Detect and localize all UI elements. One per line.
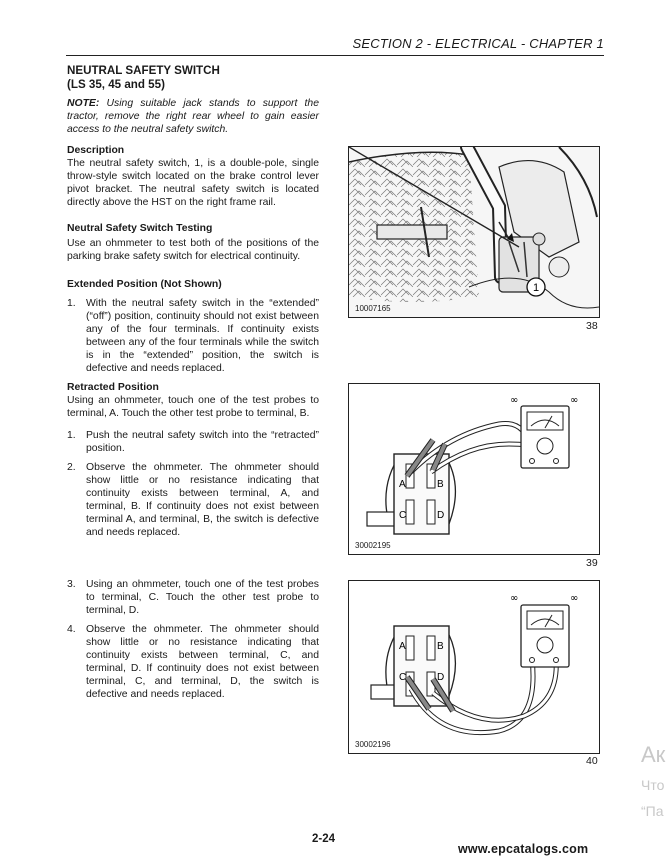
note-label: NOTE: <box>67 98 100 109</box>
figure-38-switch-location-photo <box>348 146 600 318</box>
description-text: The neutral safety switch, 1, is a double-pole, single throw-style switch located on the brake control lever pivot bracket. The neutral safety switch is located directly above the HST on the right frame rail. <box>67 158 319 208</box>
step-number: 1. <box>67 430 76 441</box>
callout-number: 1 <box>532 282 540 294</box>
page-title <box>67 64 319 92</box>
step-text: Observe the ohmmeter. The ohmmeter should show little or no resistance indicating that continuity exists between terminal, C, and terminal, D. If continuity does not exist between terminal, C, and terminal, D, the switch is defective and needs replaced. <box>86 624 319 700</box>
ohmmeter-test-ab-illustration <box>349 384 599 554</box>
section-header: SECTION 2 - ELECTRICAL - CHAPTER 1 <box>352 36 604 51</box>
note-text: Using suitable jack stands to support the tractor, remove the right rear wheel to gain easier access to the neutral safety switch. <box>67 98 319 135</box>
step-text: With the neutral safety switch in the “extended” (“off”) position, continuity should not exist between any of the four terminals. If continuity exists between any of the four terminals while the switch is in the “extended” position, the switch is defective and needs replaced. <box>86 298 319 374</box>
terminal-d: D <box>437 672 445 683</box>
extended-section <box>67 278 319 375</box>
step-text: Using an ohmmeter, touch one of the test probes to terminal, C. Touch the other test probe to terminal, D. <box>86 579 319 616</box>
watermark-line-1: Ак <box>641 742 666 767</box>
footer-url: www.epcatalogs.com <box>458 842 589 856</box>
figure-number-40: 40 <box>586 755 598 767</box>
retracted-section-continued <box>67 578 319 701</box>
ohm-symbol-icon: ∞ <box>570 593 579 604</box>
description-heading: Description <box>67 145 125 156</box>
figure-code: 10007165 <box>355 304 391 313</box>
extended-step-1 <box>67 297 319 375</box>
figure-40-ohmmeter-test-c-d <box>348 580 600 754</box>
testing-text: Use an ohmmeter to test both of the positions of the parking brake safety switch for electrical continuity. <box>67 238 319 262</box>
ohm-symbol-icon: ∞ <box>510 395 519 406</box>
extended-heading: Extended Position (Not Shown) <box>67 279 222 290</box>
step-number: 2. <box>67 462 76 473</box>
step-text: Push the neutral safety switch into the “retracted” position. <box>86 430 319 454</box>
switch-location-illustration <box>349 147 599 317</box>
figure-code: 30002195 <box>355 541 391 550</box>
ohm-symbol-icon: ∞ <box>510 593 519 604</box>
terminal-c: C <box>399 672 407 683</box>
terminal-a: A <box>399 479 406 490</box>
page-number: 2-24 <box>312 833 336 845</box>
terminal-c: C <box>399 510 407 521</box>
testing-heading: Neutral Safety Switch Testing <box>67 223 213 234</box>
terminal-b: B <box>437 479 444 490</box>
retracted-step-2 <box>67 461 319 539</box>
figure-39-ohmmeter-test-a-b <box>348 383 600 555</box>
terminal-b: B <box>437 641 444 652</box>
title-line-2: (LS 35, 45 and 55) <box>67 78 165 91</box>
ohmmeter-test-cd-illustration <box>349 581 599 753</box>
watermark-line-3: “Па <box>641 803 664 819</box>
retracted-intro: Using an ohmmeter, touch one of the test probes to terminal, A. Touch the other test probe to terminal, B. <box>67 395 319 419</box>
retracted-section <box>67 381 319 539</box>
retracted-step-4 <box>67 623 319 701</box>
title-line-1: NEUTRAL SAFETY SWITCH <box>67 64 220 77</box>
watermark-line-2: Что <box>641 777 665 793</box>
terminal-d: D <box>437 510 445 521</box>
note-paragraph <box>67 97 319 136</box>
step-text: Observe the ohmmeter. The ohmmeter should show little or no resistance indicating that continuity exists between terminal, A, and terminal, B. If continuity does not exist between terminal A, and terminal, B, the switch is defective and needs replaced. <box>86 462 319 538</box>
retracted-step-1 <box>67 429 319 455</box>
step-number: 3. <box>67 579 76 590</box>
terminal-a: A <box>399 641 406 652</box>
testing-section <box>67 222 319 263</box>
figure-number-38: 38 <box>586 320 598 332</box>
ohm-symbol-icon: ∞ <box>570 395 579 406</box>
figure-code: 30002196 <box>355 740 391 749</box>
figure-number-39: 39 <box>586 557 598 569</box>
header-rule <box>66 55 604 56</box>
step-number: 4. <box>67 624 76 635</box>
description-section <box>67 144 319 209</box>
step-number: 1. <box>67 298 76 309</box>
retracted-step-3 <box>67 578 319 617</box>
retracted-heading: Retracted Position <box>67 382 159 393</box>
